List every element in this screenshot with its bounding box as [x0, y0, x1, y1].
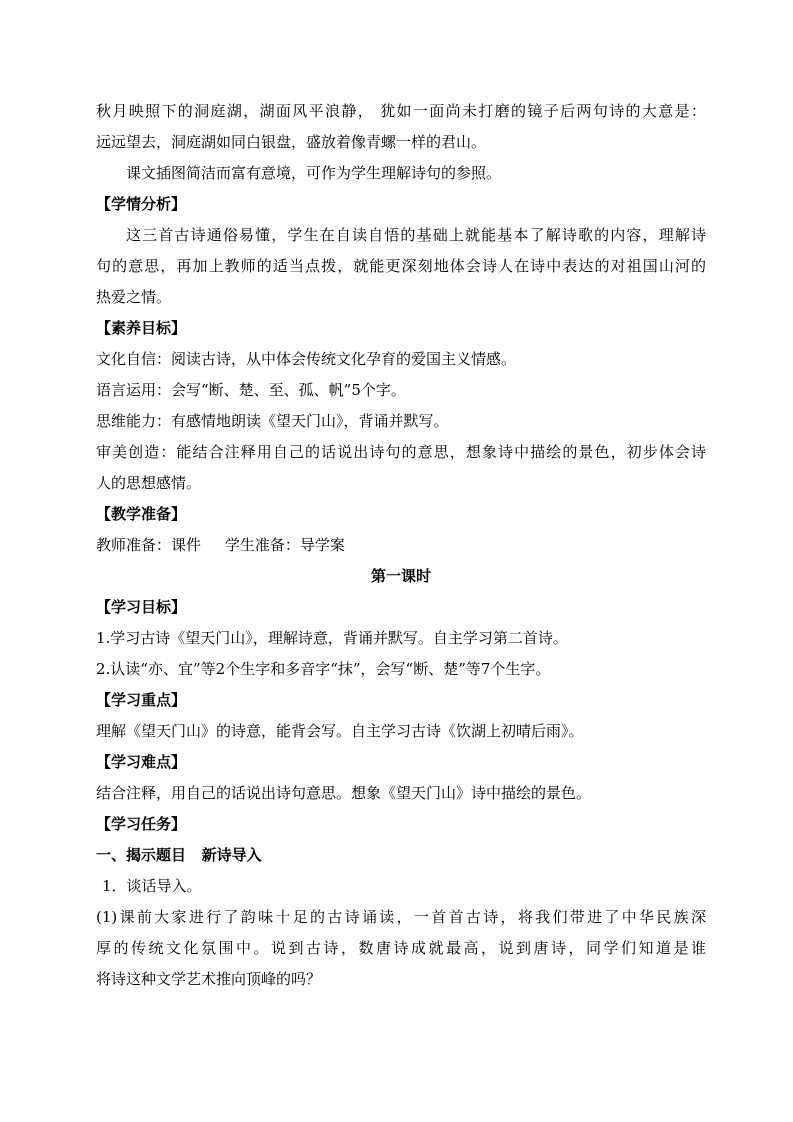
- suyang-line-2: 语言运用：会写“断、楚、至、孤、帆”5个字。: [96, 381, 406, 399]
- section-heading-1: 一、揭示题目 新诗导入: [96, 846, 262, 864]
- mubiao-line-2: 2.认读“亦、宜”等2个生字和多音字“抹”，会写“断、楚”等7个生字。: [96, 660, 551, 678]
- lesson-title: 第一课时: [370, 567, 431, 585]
- heading-xueqing-fenxi: 【学情分析】: [96, 195, 187, 213]
- heading-xuexi-zhongdian: 【学习重点】: [96, 691, 187, 709]
- zhongdian-line-1: 理解《望天门山》的诗意，能背会写。自主学习古诗《饮湖上初晴后雨》。: [96, 722, 584, 740]
- xueqing-line-2: 句的意思，再加上教师的适当点拨，就能更深刻地体会诗人在诗中表达的对祖国山河的: [96, 257, 706, 275]
- heading-xuexi-nandian: 【学习难点】: [96, 753, 187, 771]
- suyang-line-3: 思维能力：有感情地朗读《望天门山》，背诵并默写。: [96, 412, 449, 430]
- suyang-line-5: 人的思想感情。: [96, 474, 202, 492]
- suyang-line-4: 审美创造：能结合注释用自己的话说出诗句的意思，想象诗中描绘的景色，初步体会诗: [96, 443, 706, 461]
- renwu-para1-line-1: (1)课前大家进行了韵味十足的古诗诵读，一首首古诗，将我们带进了中华民族深: [96, 908, 706, 926]
- intro-line-2: 远远望去，洞庭湖如同白银盘，盛放着像青螺一样的君山。: [96, 133, 487, 151]
- renwu-para1-line-3: 将诗这种文学艺术推向顶峰的吗？: [96, 970, 322, 988]
- zhunbei-line-1: 教师准备：课件 学生准备：导学案: [96, 536, 345, 554]
- heading-xuexi-renwu: 【学习任务】: [96, 815, 187, 833]
- document-page: [96, 96, 706, 995]
- xueqing-line-3: 热爱之情。: [96, 288, 172, 306]
- renwu-para1-line-2: 厚的传统文化氛围中。说到古诗，数唐诗成就最高，说到唐诗，同学们知道是谁: [96, 939, 706, 957]
- intro-line-1: 秋月映照下的洞庭湖，湖面风平浪静， 犹如一面尚未打磨的镜子后两句诗的大意是：: [96, 102, 706, 120]
- heading-xuexi-mubiao: 【学习目标】: [96, 598, 187, 616]
- suyang-line-1: 文化自信：阅读古诗，从中体会传统文化孕育的爱国主义情感。: [96, 350, 517, 368]
- heading-jiaoxue-zhunbei: 【教学准备】: [96, 505, 187, 523]
- mubiao-line-1: 1.学习古诗《望天门山》，理解诗意，背诵并默写。自主学习第二首诗。: [96, 629, 568, 647]
- heading-suyang-mubiao: 【素养目标】: [96, 319, 187, 337]
- intro-line-3: 课文插图简洁而富有意境，可作为学生理解诗句的参照。: [126, 164, 502, 182]
- xueqing-line-1: 这三首古诗通俗易懂，学生在自读自悟的基础上就能基本了解诗歌的内容，理解诗: [126, 226, 706, 244]
- renwu-item-1: 1．谈话导入。: [102, 877, 202, 895]
- nandian-line-1: 结合注释，用自己的话说出诗句意思。想象《望天门山》诗中描绘的景色。: [96, 784, 592, 802]
